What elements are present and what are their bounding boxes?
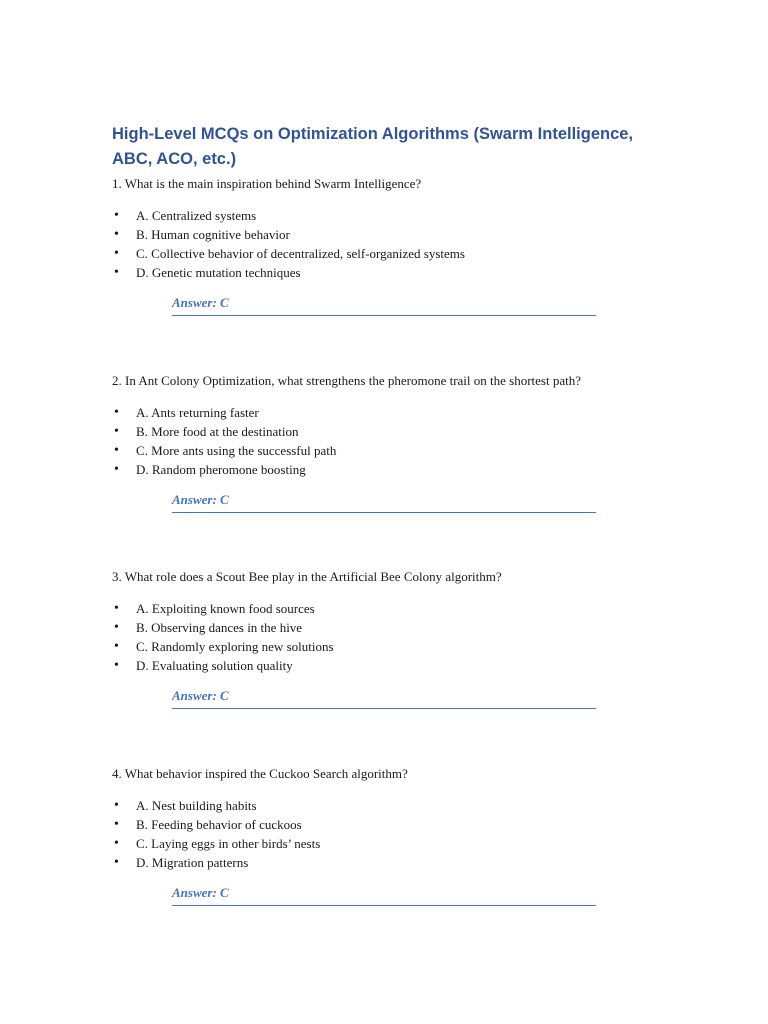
question-text: 4. What behavior inspired the Cuckoo Search algorithm? [112,766,408,781]
option-item [112,263,712,282]
option-item [112,599,712,618]
bullet-icon: • [114,798,119,813]
bullet-icon: • [114,424,119,439]
option-item [112,441,712,460]
option-item [112,244,712,263]
bullet-icon: • [114,658,119,673]
option-item [112,206,712,225]
option-label: B. Human cognitive behavior [136,227,290,242]
option-item [112,853,712,872]
option-item [112,637,712,656]
answer-line: Answer: C [172,491,596,513]
option-label: A. Nest building habits [136,798,257,813]
question-4 [112,765,712,906]
option-label: B. Observing dances in the hive [136,620,303,635]
bullet-icon: • [114,836,119,851]
bullet-icon: • [114,601,119,616]
option-item [112,460,712,479]
answer-line: Answer: C [172,294,596,316]
option-label: D. Genetic mutation techniques [136,265,301,280]
page-title: High-Level MCQs on Optimization Algorithms (Swarm Intelligence, ABC, ACO, etc.) [112,125,634,168]
option-item [112,225,712,244]
option-label: C. More ants using the successful path [136,443,337,458]
answer-line: Answer: C [172,687,596,709]
option-label: D. Migration patterns [136,855,249,870]
option-item [112,422,712,441]
question-text: 3. What role does a Scout Bee play in the Artificial Bee Colony algorithm? [112,569,502,584]
option-list [112,599,712,675]
bullet-icon: • [114,208,119,223]
option-item [112,815,712,834]
option-label: A. Ants returning faster [136,405,259,420]
option-label: C. Laying eggs in other birds’ nests [136,836,321,851]
option-list [112,403,712,479]
bullet-icon: • [114,462,119,477]
bullet-icon: • [114,265,119,280]
bullet-icon: • [114,620,119,635]
option-label: B. More food at the destination [136,424,299,439]
bullet-icon: • [114,227,119,242]
answer-line: Answer: C [172,884,596,906]
bullet-icon: • [114,405,119,420]
option-list [112,206,712,282]
question-text: 2. In Ant Colony Optimization, what strengthens the pheromone trail on the shortest path? [112,373,581,388]
option-label: C. Collective behavior of decentralized, self-organized systems [136,246,465,261]
option-item [112,403,712,422]
option-item [112,796,712,815]
question-2 [112,372,712,513]
option-label: D. Evaluating solution quality [136,658,293,673]
option-list [112,796,712,872]
option-label: B. Feeding behavior of cuckoos [136,817,302,832]
bullet-icon: • [114,639,119,654]
option-label: A. Centralized systems [136,208,257,223]
bullet-icon: • [114,246,119,261]
bullet-icon: • [114,855,119,870]
option-label: A. Exploiting known food sources [136,601,315,616]
option-item [112,656,712,675]
question-1 [112,175,712,316]
option-label: C. Randomly exploring new solutions [136,639,334,654]
option-item [112,834,712,853]
option-item [112,618,712,637]
bullet-icon: • [114,817,119,832]
option-label: D. Random pheromone boosting [136,462,306,477]
question-text: 1. What is the main inspiration behind Swarm Intelligence? [112,176,422,191]
question-3 [112,568,712,709]
bullet-icon: • [114,443,119,458]
